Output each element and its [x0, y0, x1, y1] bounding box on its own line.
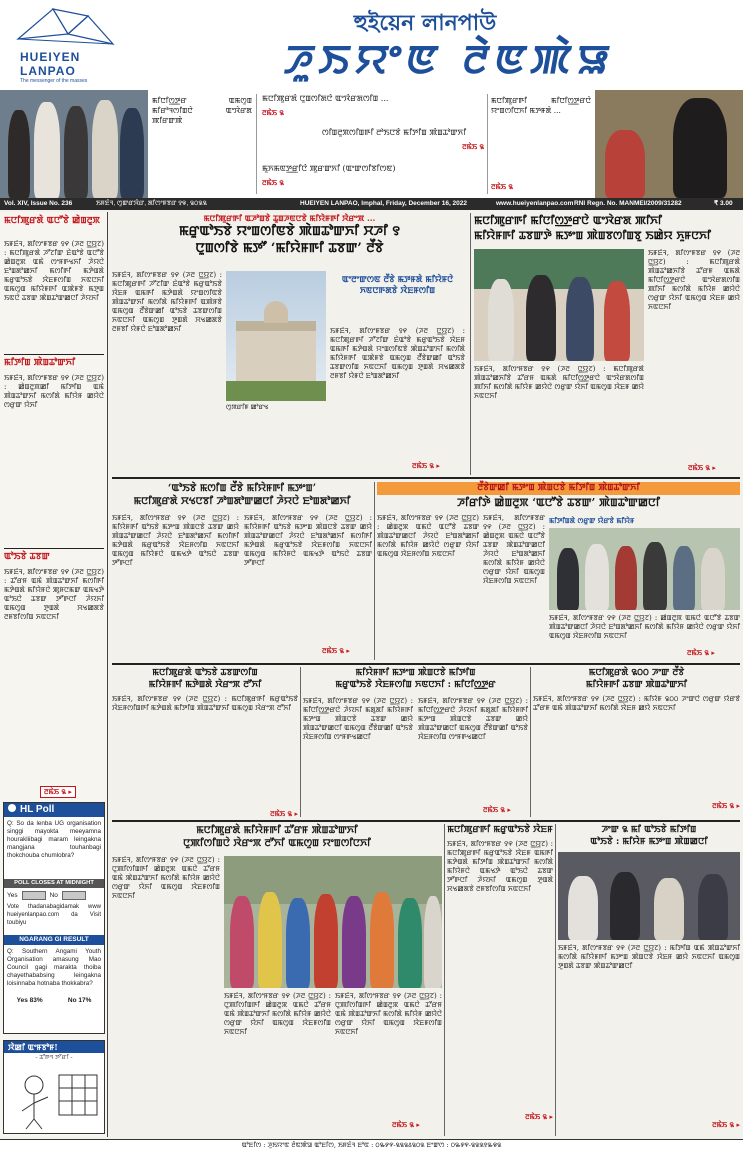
- row3-b-headline-2[interactable]: ꯃꯔꯨꯑꯣꯏꯕꯥ ꯋꯥꯐꯝꯁꯤꯡ ꯈꯟꯅꯈꯤ : ꯃꯤꯅꯤꯁ꯭ꯇꯔ: [335, 680, 496, 690]
- row4-c-photo[interactable]: [558, 852, 740, 940]
- row4-a-body-col1: ꯏꯝꯐꯥꯜ, ꯗꯤꯁꯦꯝꯕꯔ ꯱꯵ (ꯍꯂ ꯅ꯭ꯌꯨꯖ) : ꯅꯨꯄꯤꯁꯤꯡꯒꯤ ꯀꯥꯡꯂꯨꯞ ꯑꯃꯅꯥ ꯊꯧꯔꯝ ꯑꯃꯥ ꯄꯥꯡꯊꯣꯛꯈꯤ ꯃꯁꯤꯗꯥ ꯃꯤꯌꯥꯝ ꯀꯌꯥꯅꯥ ꯁꯔꯨꯛ ꯌꯥꯈꯤ ꯑꯃꯁꯨꯡ ꯋꯥꯐꯝꯁꯤꯡ ꯈꯟꯅꯈꯤ: [112, 856, 220, 900]
- photo-person: [526, 275, 556, 361]
- cartoon-box: [3, 1040, 105, 1134]
- photo-person: [557, 548, 579, 610]
- poll-title-text: HL Poll: [20, 804, 55, 815]
- row3-a-link[interactable]: ꯂꯃꯥꯏ ꯲ ▸: [270, 809, 298, 818]
- mid-right-headline[interactable]: ꯍꯤꯔꯤꯇꯥ ꯀꯥꯡꯂꯨꯞ ‘ꯑꯅꯧꯕꯥ ꯊꯕꯛ’ ꯄꯥꯡꯊꯣꯛꯀꯅꯤ: [457, 496, 660, 509]
- left-story-2-body: ꯏꯝꯐꯥꯜ, ꯗꯤꯁꯦꯝꯕꯔ ꯱꯵ (ꯍꯂ ꯅ꯭ꯌꯨꯖ) : ꯀꯥꯡꯂꯨꯞꯀꯤ ꯃꯤꯇꯤꯡ ꯑꯃꯥ ꯄꯥꯡꯊꯣꯛꯈꯤ ꯃꯁꯤꯗꯥ ꯃꯤꯌꯥꯝ ꯀꯌꯥꯅꯥ ꯁꯔꯨꯛ ꯌꯥꯈꯤ: [4, 374, 104, 409]
- divider: [300, 667, 301, 817]
- mid-right-photo-caption: ꯃꯤꯇꯤꯡꯗꯥ ꯁꯔꯨꯛ ꯌꯥꯔꯕꯥ ꯃꯤꯌꯥꯝ: [549, 516, 635, 525]
- story-mid-right: [377, 482, 740, 660]
- cartoon-caption: - ꯊꯧꯒꯜ ꯇꯧꯔꯤ -: [35, 1054, 73, 1061]
- logo-tagline: The messenger of the masses: [20, 78, 88, 84]
- poll-title: [4, 803, 104, 817]
- teaser-1-link[interactable]: ꯂꯃꯥꯏ ꯲: [262, 108, 284, 117]
- row4-a-link[interactable]: ꯂꯃꯥꯏ ꯲ ▸: [392, 1120, 420, 1129]
- photo-person: [698, 874, 728, 940]
- left-story-1-title[interactable]: ꯃꯅꯤꯄꯨꯔꯗꯥ ꯑꯅꯧꯕꯥ ꯀꯥꯡꯂꯨꯞ: [4, 216, 100, 226]
- poll-no-result: No 17%: [67, 997, 92, 1004]
- mid-right-kicker: ꯂꯩꯕꯥꯛꯀꯤ ꯃꯇꯦꯡ ꯄꯥꯡꯅꯕꯥ ꯃꯤꯇꯤꯡ ꯄꯥꯡꯊꯣꯛꯈꯤ: [377, 482, 740, 495]
- photo-person: [673, 546, 695, 610]
- row3-b-link[interactable]: ꯂꯃꯥꯏ ꯲ ▸: [483, 805, 511, 814]
- row3-a-body: ꯏꯝꯐꯥꯜ, ꯗꯤꯁꯦꯝꯕꯔ ꯱꯵ (ꯍꯂ ꯅ꯭ꯌꯨꯖ) : ꯃꯅꯤꯄꯨꯔꯒꯤ ꯃꯔꯨꯑꯣꯏꯕꯥ ꯋꯥꯐꯝꯁꯤꯡꯒꯤ ꯃꯇꯥꯡꯗꯥ ꯃꯤꯇꯤꯡ ꯄꯥꯡꯊꯣꯛꯈꯤ ꯑꯃꯁꯨꯡ ꯋꯥꯔꯦꯞ ꯂꯧꯈꯤ: [112, 695, 298, 712]
- row3-c-headline-1[interactable]: ꯃꯅꯤꯄꯨꯔꯗꯥ ꯲꯰꯰ ꯍꯦꯛ ꯂꯩꯕꯥ: [588, 668, 685, 678]
- photo-person: [34, 102, 60, 198]
- photo-person: [258, 892, 282, 988]
- poll-yes-button[interactable]: [22, 891, 46, 900]
- photo-person: [230, 896, 254, 988]
- lead1-body-2: ꯏꯝꯐꯥꯜ, ꯗꯤꯁꯦꯝꯕꯔ ꯱꯵ (ꯍꯂ ꯅ꯭ꯌꯨꯖ) : ꯃꯅꯤꯄꯨꯔꯒꯤ ꯍꯧꯖꯤꯛ ꯐꯥꯑꯣꯕꯥ ꯃꯔꯨꯑꯣꯏꯕꯥ ꯋꯥꯐꯝ ꯑꯃꯒꯤ ꯃꯇꯥꯡꯗꯥ ꯌꯦꯡꯁꯤꯟꯕꯥ ꯄꯥꯡꯊꯣꯛꯈꯤ ꯃꯁꯤꯗꯥ ꯃꯤꯌꯥꯝꯒꯤ ꯑꯄꯥꯝꯕꯥ ꯑꯃꯁꯨꯡ ꯂꯩꯕꯥꯛꯀꯤ ꯑꯣꯏꯕꯥ ꯊꯕꯛꯁꯤꯡ ꯈꯟꯅꯈꯤ ꯑꯃꯁꯨꯡ ꯇꯨꯡꯗꯥ ꯆꯠꯀꯗꯕꯥ ꯂꯝꯕꯤ ꯌꯥꯝꯅꯥ ꯐꯣꯡꯗꯣꯀꯈꯤ: [330, 327, 465, 380]
- left-story-3-title[interactable]: ꯑꯣꯏꯕꯥ ꯊꯕꯛ: [4, 552, 50, 562]
- logo-text-bottom: LANPAO: [20, 64, 76, 78]
- divider: [555, 824, 556, 1136]
- hl-poll: [3, 802, 105, 1034]
- row3-story-b: [303, 667, 528, 817]
- mid-right-photo[interactable]: [549, 528, 740, 610]
- row3-c-body: ꯏꯝꯐꯥꯜ, ꯗꯤꯁꯦꯝꯕꯔ ꯱꯵ (ꯍꯂ ꯅ꯭ꯌꯨꯖ) : ꯃꯤꯌꯥꯝ ꯲꯰꯰ ꯍꯦꯛꯅꯥ ꯁꯔꯨꯛ ꯌꯥꯔꯕꯥ ꯊꯧꯔꯝ ꯑꯃꯥ ꯄꯥꯡꯊꯣꯛꯈꯤ ꯃꯁꯤꯗꯥ ꯋꯥꯐꯝ ꯀꯌꯥ ꯈꯟꯅꯈꯤ: [533, 695, 740, 712]
- row4-c-headline-2[interactable]: ꯑꯣꯏꯕꯥ : ꯃꯤꯌꯥꯝ ꯃꯇꯦꯡ ꯄꯥꯡꯀꯅꯤ: [590, 837, 708, 847]
- row3-story-c: [533, 667, 740, 817]
- footer-bar: [0, 1139, 743, 1150]
- cartoon-title: ꯋꯥꯀꯤ ꯑꯦꯝꯕꯣꯝ!: [4, 1041, 104, 1053]
- teaser-2-link[interactable]: ꯂꯃꯥꯏ ꯲: [462, 142, 484, 151]
- poll-vote-info[interactable]: Vote thadanabagidamak www hueiyenlanpao.com da Visit toubiyu: [7, 904, 101, 926]
- supreme-court-building-icon: [236, 321, 316, 381]
- website-link[interactable]: www.hueiyenlanpao.com: [496, 200, 574, 207]
- mid-left-body-col2: ꯏꯝꯐꯥꯜ, ꯗꯤꯁꯦꯝꯕꯔ ꯱꯵ (ꯍꯂ ꯅ꯭ꯌꯨꯖ) : ꯃꯤꯌꯥꯝꯒꯤ ꯑꯣꯏꯕꯥ ꯃꯇꯦꯡ ꯄꯥꯡꯅꯕꯥ ꯊꯕꯛ ꯀꯌꯥ ꯄꯥꯡꯊꯣꯛꯀꯅꯤ ꯍꯥꯌꯅꯥ ꯐꯣꯡꯗꯣꯀꯈꯤ ꯃꯁꯤꯒꯤ ꯃꯇꯥꯡꯗꯥ ꯃꯔꯨꯑꯣꯏꯕꯥ ꯋꯥꯐꯝꯁꯤꯡ ꯈꯟꯅꯈꯤ ꯑꯃꯁꯨꯡ ꯃꯤꯌꯥꯝꯅꯥ ꯑꯃꯠꯇꯥ ꯑꯣꯏꯅꯥ ꯊꯕꯛ ꯇꯧꯒꯅꯤ: [244, 514, 372, 567]
- lead2-photo[interactable]: [474, 249, 644, 361]
- teaser-3-link[interactable]: ꯂꯃꯥꯏ ꯲: [262, 178, 284, 187]
- divider: [112, 820, 740, 822]
- row4-b-headline[interactable]: ꯃꯅꯤꯄꯨꯔꯒꯤ ꯃꯔꯨꯑꯣꯏꯕꯥ ꯋꯥꯐꯝ: [447, 825, 553, 835]
- dateline-bar: [0, 198, 743, 210]
- poll-result-question: Q: Southern Angami Youth Organisation amasung Mao Council gagi marakta thoiba chayethababsing leingakna loisinnaba hotnaba thokkabra?: [7, 948, 101, 987]
- top-left-photo[interactable]: [0, 90, 148, 198]
- photo-person: [643, 542, 667, 610]
- top-right-caption: ꯃꯅꯤꯄꯨꯔꯒꯤ ꯃꯤꯅꯤꯁ꯭ꯇꯔꯅꯥ ꯌꯦꯡꯁꯤꯅꯈꯤ ꯃꯇꯝꯗꯥ ...: [491, 96, 591, 115]
- lead1-highlight: [330, 275, 465, 323]
- teaser-3-text: ꯃꯨꯈꯃꯟꯇ꯭ꯔꯤꯅꯥ ꯄꯨꯔꯛꯈꯤ (ꯑꯦꯛꯁꯤꯕꯤꯁꯟ): [262, 164, 396, 173]
- row4-a-headline-1[interactable]: ꯃꯅꯤꯄꯨꯔꯗꯥ ꯃꯤꯌꯥꯝꯒꯤ ꯊꯧꯔꯝ ꯄꯥꯡꯊꯣꯛꯈꯤ: [196, 825, 358, 836]
- teaser-1-text: ꯃꯅꯤꯄꯨꯔꯗꯥ ꯅꯨꯡꯁꯤꯗꯅꯥ ꯑꯦꯋꯥꯔꯗꯁꯤꯡ ...: [262, 94, 389, 103]
- lead-story-1: [112, 213, 467, 473]
- lead1-kicker: ꯃꯅꯤꯄꯨꯔꯒꯤ ꯑꯍꯣꯡꯕꯥ ꯊꯨꯡꯍꯟꯅꯕꯥ ꯃꯤꯌꯥꯝꯒꯤ ꯋꯥꯔꯦꯞ ...: [203, 213, 376, 223]
- left-story-2-title[interactable]: ꯃꯤꯇꯤꯡ ꯄꯥꯡꯊꯣꯛꯈꯤ: [4, 358, 76, 368]
- photo-person: [342, 896, 366, 988]
- mid-right-body-col3: ꯏꯝꯐꯥꯜ, ꯗꯤꯁꯦꯝꯕꯔ ꯱꯵ (ꯍꯂ ꯅ꯭ꯌꯨꯖ) : ꯀꯥꯡꯂꯨꯞ ꯑꯃꯅꯥ ꯑꯅꯧꯕꯥ ꯊꯕꯛ ꯄꯥꯡꯊꯣꯛꯀꯅꯤ ꯍꯥꯌꯅꯥ ꯐꯣꯡꯗꯣꯀꯈꯤ ꯃꯁꯤꯗꯥ ꯃꯤꯌꯥꯝ ꯀꯌꯥꯅꯥ ꯁꯔꯨꯛ ꯌꯥꯈꯤ ꯑꯃꯁꯨꯡ ꯋꯥꯐꯝꯁꯤꯡ ꯈꯟꯅꯈꯤ: [549, 614, 740, 640]
- photo-person: [314, 894, 338, 988]
- poll-result-title: NGARANG GI RESULT: [4, 935, 104, 945]
- row3-a-headline-2[interactable]: ꯃꯤꯌꯥꯝꯒꯤ ꯃꯇꯥꯡꯗꯥ ꯋꯥꯔꯦꯞ ꯂꯧꯈꯤ: [148, 680, 262, 690]
- lead1-body: ꯏꯝꯐꯥꯜ, ꯗꯤꯁꯦꯝꯕꯔ ꯱꯵ (ꯍꯂ ꯅ꯭ꯌꯨꯖ) : ꯃꯅꯤꯄꯨꯔꯒꯤ ꯍꯧꯖꯤꯛ ꯐꯥꯑꯣꯕꯥ ꯃꯔꯨꯑꯣꯏꯕꯥ ꯋꯥꯐꯝ ꯑꯃꯒꯤ ꯃꯇꯥꯡꯗꯥ ꯌꯦꯡꯁꯤꯟꯕꯥ ꯄꯥꯡꯊꯣꯛꯈꯤ ꯃꯁꯤꯗꯥ ꯃꯤꯌꯥꯝꯒꯤ ꯑꯄꯥꯝꯕꯥ ꯑꯃꯁꯨꯡ ꯂꯩꯕꯥꯛꯀꯤ ꯑꯣꯏꯕꯥ ꯊꯕꯛꯁꯤꯡ ꯈꯟꯅꯈꯤ ꯑꯃꯁꯨꯡ ꯇꯨꯡꯗꯥ ꯆꯠꯀꯗꯕꯥ ꯂꯝꯕꯤ ꯌꯥꯝꯅꯥ ꯐꯣꯡꯗꯣꯀꯈꯤ: [112, 271, 222, 333]
- divider: [374, 482, 375, 660]
- row3-c-headline-2[interactable]: ꯃꯤꯌꯥꯝꯒꯤ ꯊꯕꯛ ꯄꯥꯡꯊꯣꯛꯈꯤ: [585, 680, 688, 690]
- left-column: [0, 212, 108, 1137]
- top-right-link[interactable]: ꯂꯃꯥꯏ ꯲: [491, 182, 513, 191]
- row3-a-headline-1[interactable]: ꯃꯅꯤꯄꯨꯔꯗꯥ ꯑꯣꯏꯕꯥ ꯊꯕꯛꯁꯤꯡ: [152, 668, 258, 678]
- photo-backdrop: [224, 856, 442, 904]
- lead1-link[interactable]: ꯂꯃꯥꯏ ꯲ ▸: [412, 461, 440, 470]
- photo-person: [370, 892, 394, 988]
- title-bengali: হুইয়েন লানপাউ: [353, 11, 497, 36]
- divider: [4, 354, 104, 355]
- lead2-link[interactable]: ꯂꯃꯥꯏ ꯲ ▸: [688, 463, 716, 472]
- row3-b-body-col2: ꯏꯝꯐꯥꯜ, ꯗꯤꯁꯦꯝꯕꯔ ꯱꯵ (ꯍꯂ ꯅ꯭ꯌꯨꯖ) : ꯃꯤꯅꯤꯁ꯭ꯇꯔꯅꯥ ꯍꯥꯌꯈꯤ ꯃꯗꯨꯗꯤ ꯃꯤꯌꯥꯝꯒꯤ ꯃꯇꯦꯡ ꯄꯥꯡꯅꯕꯥ ꯊꯕꯛ ꯀꯌꯥ ꯄꯥꯡꯊꯣꯛꯀꯅꯤ ꯑꯃꯁꯨꯡ ꯂꯩꯕꯥꯛꯀꯤ ꯑꯣꯏꯕꯥ ꯋꯥꯐꯝꯁꯤꯡ ꯁꯦꯝꯒꯠꯀꯅꯤ: [418, 697, 528, 741]
- photo-person: [8, 110, 30, 198]
- left-story-1-body: ꯏꯝꯐꯥꯜ, ꯗꯤꯁꯦꯝꯕꯔ ꯱꯵ (ꯍꯂ ꯅ꯭ꯌꯨꯖ) : ꯃꯅꯤꯄꯨꯔꯗꯥ ꯍꯧꯖꯤꯛ ꯐꯥꯑꯣꯕꯥ ꯑꯅꯧꯕꯥ ꯀꯥꯡꯂꯨꯞ ꯑꯃꯥ ꯁꯦꯝꯒꯠꯈꯤ ꯍꯥꯌꯅꯥ ꯐꯣꯡꯗꯣꯀꯈꯤ ꯃꯁꯤꯒꯤ ꯃꯇꯥꯡꯗꯥ ꯃꯔꯨꯑꯣꯏꯕꯥ ꯋꯥꯐꯝꯁꯤꯡ ꯈꯟꯅꯈꯤ ꯑꯃꯁꯨꯡ ꯃꯤꯌꯥꯝꯒꯤ ꯑꯄꯥꯝꯕꯥ ꯃꯇꯨꯡ ꯏꯟꯅꯥ ꯊꯕꯛ ꯄꯥꯡꯊꯣꯛꯀꯅꯤ ꯍꯥꯌꯈꯤ: [4, 240, 104, 302]
- row4-a-photo[interactable]: [224, 856, 442, 988]
- photo-person: [610, 872, 640, 940]
- row3-c-link[interactable]: ꯂꯃꯥꯏ ꯲ ▸: [712, 801, 740, 810]
- photo-person: [654, 878, 684, 940]
- poll-question: Q: So da lenba UG organisation singgi mayokta meeyamna hourakliibagi maram leingakna mangjana touhanbagi thokchouba chumlobra?: [7, 820, 101, 859]
- lead1-highlight-text: ꯑꯦꯂꯦꯛꯁꯟ ꯂꯩꯕꯥ ꯃꯇꯝꯗꯥ ꯃꯤꯌꯥꯝꯅꯥ ꯈꯟꯅꯒꯗꯕꯥ ꯋꯥꯐꯝꯁꯤꯡ: [341, 275, 454, 296]
- cartoon-drawing-icon: [4, 1061, 104, 1131]
- row4-a-body-col2: ꯏꯝꯐꯥꯜ, ꯗꯤꯁꯦꯝꯕꯔ ꯱꯵ (ꯍꯂ ꯅ꯭ꯌꯨꯖ) : ꯅꯨꯄꯤꯁꯤꯡꯒꯤ ꯀꯥꯡꯂꯨꯞ ꯑꯃꯅꯥ ꯊꯧꯔꯝ ꯑꯃꯥ ꯄꯥꯡꯊꯣꯛꯈꯤ ꯃꯁꯤꯗꯥ ꯃꯤꯌꯥꯝ ꯀꯌꯥꯅꯥ ꯁꯔꯨꯛ ꯌꯥꯈꯤ ꯑꯃꯁꯨꯡ ꯋꯥꯐꯝꯁꯤꯡ ꯈꯟꯅꯈꯤ: [224, 992, 331, 1036]
- lead1-headline-2[interactable]: ꯅꯨꯡꯁꯤꯕꯥ ꯃꯇꯧ ‘ꯃꯤꯌꯥꯝꯒꯤ ꯊꯕꯛ’ ꯂꯩꯕꯥ: [195, 241, 384, 256]
- row3-story-a: [112, 667, 298, 817]
- lead2-body-side: ꯏꯝꯐꯥꯜ, ꯗꯤꯁꯦꯝꯕꯔ ꯱꯵ (ꯍꯂ ꯅ꯭ꯌꯨꯖ) : ꯃꯅꯤꯄꯨꯔꯗꯥ ꯄꯥꯡꯊꯣꯀꯈꯤꯕꯥ ꯊꯧꯔꯝ ꯑꯃꯗꯥ ꯃꯤꯅꯤꯁ꯭ꯇꯔꯅꯥ ꯑꯦꯋꯥꯔꯗꯁꯤꯡ ꯄꯤꯈꯤ ꯃꯁꯤꯗꯥ ꯃꯤꯌꯥꯝ ꯀꯌꯥꯅꯥ ꯁꯔꯨꯛ ꯌꯥꯈꯤ ꯑꯃꯁꯨꯡ ꯋꯥꯐꯝ ꯀꯌꯥ ꯈꯟꯅꯈꯤ: [648, 249, 740, 311]
- volume-issue: Vol. XIV, Issue No. 236: [4, 200, 73, 207]
- row4-a-headline-2[interactable]: ꯅꯨꯄꯤꯁꯤꯡꯅꯥ ꯋꯥꯔꯦꯞ ꯂꯧꯈꯤ ꯑꯃꯁꯨꯡ ꯌꯦꯡꯁꯤꯅꯈꯤ: [183, 838, 371, 849]
- poll-yes-result: Yes 83%: [16, 997, 43, 1004]
- story-mid-left: [112, 482, 372, 660]
- row4-story-a: [112, 824, 442, 1136]
- photo-person: [605, 130, 645, 198]
- teaser-2[interactable]: [322, 128, 484, 160]
- top-left-caption: ꯃꯤꯅꯤꯁ꯭ꯇꯔ ꯑꯃꯁꯨꯡ ꯃꯤꯔꯣꯜꯁꯤꯡꯅꯥ ꯑꯦꯋꯥꯔꯗ ꯄꯤꯔꯛꯄꯥ: [152, 96, 252, 125]
- court-lawn: [226, 381, 326, 401]
- row4-a-body-col3: ꯏꯝꯐꯥꯜ, ꯗꯤꯁꯦꯝꯕꯔ ꯱꯵ (ꯍꯂ ꯅ꯭ꯌꯨꯖ) : ꯅꯨꯄꯤꯁꯤꯡꯒꯤ ꯀꯥꯡꯂꯨꯞ ꯑꯃꯅꯥ ꯊꯧꯔꯝ ꯑꯃꯥ ꯄꯥꯡꯊꯣꯛꯈꯤ ꯃꯁꯤꯗꯥ ꯃꯤꯌꯥꯝ ꯀꯌꯥꯅꯥ ꯁꯔꯨꯛ ꯌꯥꯈꯤ ꯑꯃꯁꯨꯡ ꯋꯥꯐꯝꯁꯤꯡ ꯈꯟꯅꯈꯤ: [335, 992, 442, 1036]
- mid-left-headline-2[interactable]: ꯃꯅꯤꯄꯨꯔꯗꯥ ꯆꯠꯅꯕꯤ ꯍꯣꯡꯗꯣꯛꯀꯅꯤ ꯍꯥꯌꯅꯥ ꯐꯣꯡꯗꯣꯀꯈꯤ: [133, 496, 351, 507]
- photo-person: [701, 548, 725, 610]
- left-story-3-body: ꯏꯝꯐꯥꯜ, ꯗꯤꯁꯦꯝꯕꯔ ꯱꯵ (ꯍꯂ ꯅ꯭ꯌꯨꯖ) : ꯊꯧꯔꯝ ꯑꯃꯥ ꯄꯥꯡꯊꯣꯛꯈꯤ ꯃꯁꯤꯒꯤ ꯃꯇꯥꯡꯗꯥ ꯃꯤꯌꯥꯝꯅꯥ ꯄꯨꯝꯅꯃꯛ ꯑꯃꯠꯇꯥ ꯑꯣꯏꯅꯥ ꯊꯕꯛ ꯇꯧꯒꯅꯤ ꯍꯥꯌꯈꯤ ꯑꯃꯁꯨꯡ ꯇꯨꯡꯗꯥ ꯆꯠꯀꯗꯕꯥ ꯂꯝꯕꯤꯁꯤꯡ ꯈꯟꯅꯈꯤ: [4, 568, 104, 621]
- row4-story-c: [558, 824, 740, 1136]
- divider: [4, 548, 104, 549]
- divider: [470, 213, 471, 475]
- title-meitei: ꯍꯨꯏꯌꯦꯟ ꯂꯥꯟꯄꯥꯎ: [281, 37, 619, 83]
- row3-b-body-col1: ꯏꯝꯐꯥꯜ, ꯗꯤꯁꯦꯝꯕꯔ ꯱꯵ (ꯍꯂ ꯅ꯭ꯌꯨꯖ) : ꯃꯤꯅꯤꯁ꯭ꯇꯔꯅꯥ ꯍꯥꯌꯈꯤ ꯃꯗꯨꯗꯤ ꯃꯤꯌꯥꯝꯒꯤ ꯃꯇꯦꯡ ꯄꯥꯡꯅꯕꯥ ꯊꯕꯛ ꯀꯌꯥ ꯄꯥꯡꯊꯣꯛꯀꯅꯤ ꯑꯃꯁꯨꯡ ꯂꯩꯕꯥꯛꯀꯤ ꯑꯣꯏꯕꯥ ꯋꯥꯐꯝꯁꯤꯡ ꯁꯦꯝꯒꯠꯀꯅꯤ: [303, 697, 413, 741]
- masthead: [0, 0, 743, 90]
- mid-right-body-col2: ꯏꯝꯐꯥꯜ, ꯗꯤꯁꯦꯝꯕꯔ ꯱꯵ (ꯍꯂ ꯅ꯭ꯌꯨꯖ) : ꯀꯥꯡꯂꯨꯞ ꯑꯃꯅꯥ ꯑꯅꯧꯕꯥ ꯊꯕꯛ ꯄꯥꯡꯊꯣꯛꯀꯅꯤ ꯍꯥꯌꯅꯥ ꯐꯣꯡꯗꯣꯀꯈꯤ ꯃꯁꯤꯗꯥ ꯃꯤꯌꯥꯝ ꯀꯌꯥꯅꯥ ꯁꯔꯨꯛ ꯌꯥꯈꯤ ꯑꯃꯁꯨꯡ ꯋꯥꯐꯝꯁꯤꯡ ꯈꯟꯅꯈꯤ: [483, 514, 545, 585]
- divider: [444, 824, 445, 1136]
- paper-date: HUEIYEN LANPAO, Imphal, Friday, December 16, 2022: [300, 200, 468, 207]
- photo-person: [64, 106, 88, 198]
- row3-b-headline-1[interactable]: ꯃꯤꯌꯥꯝꯒꯤ ꯃꯇꯦꯡ ꯄꯥꯡꯅꯕꯥ ꯃꯤꯇꯤꯡ: [355, 668, 476, 678]
- row4-c-headline-1[interactable]: ꯍꯦꯛ ꯲ ꯃꯤ ꯑꯣꯏꯕꯥ ꯃꯤꯇꯤꯡ: [601, 825, 697, 835]
- lead1-photo[interactable]: [226, 271, 326, 401]
- teaser-1[interactable]: [262, 94, 484, 126]
- lead2-headline-2[interactable]: ꯃꯤꯌꯥꯝꯒꯤ ꯊꯕꯛꯇꯥ ꯃꯇꯦꯡ ꯄꯥꯡꯕꯁꯤꯡꯕꯨ ꯏꯀꯥꯌ ꯈꯨꯝꯅꯈꯤ: [474, 229, 711, 242]
- divider: [487, 94, 488, 194]
- photo-person: [568, 876, 598, 940]
- photo-person: [424, 896, 442, 988]
- lead2-headline-1[interactable]: ꯃꯅꯤꯄꯨꯔꯒꯤ ꯃꯤꯅꯤꯁ꯭ꯇꯔꯅꯥ ꯑꯦꯋꯥꯔꯗ ꯄꯤꯈꯤ: [474, 214, 662, 227]
- poll-yes-label: Yes: [7, 892, 18, 899]
- poll-options: [4, 888, 104, 903]
- local-date: ꯏꯝꯐꯥꯜ, ꯁꯨꯛꯔꯋꯥꯔ, ꯗꯤꯁꯦꯝꯕꯔ ꯱꯶, ꯲꯰꯲꯲: [96, 200, 207, 207]
- row4-b-link[interactable]: ꯂꯃꯥꯏ ꯲ ▸: [525, 1112, 553, 1121]
- top-right-photo[interactable]: [595, 90, 743, 198]
- teaser-3[interactable]: [262, 164, 484, 194]
- divider: [256, 94, 257, 194]
- divider: [112, 663, 740, 665]
- origami-bird-icon: [8, 4, 123, 54]
- price: ₹ 3.00: [714, 200, 733, 207]
- poll-result-values: [4, 997, 104, 1004]
- lead1-photo-caption: ꯁꯨꯞꯔꯤꯝ ꯀꯣꯔꯠ: [226, 403, 269, 411]
- mid-right-body-col1: ꯏꯝꯐꯥꯜ, ꯗꯤꯁꯦꯝꯕꯔ ꯱꯵ (ꯍꯂ ꯅ꯭ꯌꯨꯖ) : ꯀꯥꯡꯂꯨꯞ ꯑꯃꯅꯥ ꯑꯅꯧꯕꯥ ꯊꯕꯛ ꯄꯥꯡꯊꯣꯛꯀꯅꯤ ꯍꯥꯌꯅꯥ ꯐꯣꯡꯗꯣꯀꯈꯤ ꯃꯁꯤꯗꯥ ꯃꯤꯌꯥꯝ ꯀꯌꯥꯅꯥ ꯁꯔꯨꯛ ꯌꯥꯈꯤ ꯑꯃꯁꯨꯡ ꯋꯥꯐꯝꯁꯤꯡ ꯈꯟꯅꯈꯤ: [377, 514, 479, 558]
- lead1-headline-1[interactable]: ꯃꯔꯨꯑꯣꯏꯕꯥ ꯌꯦꯡꯁꯤꯟꯕꯥ ꯄꯥꯡꯊꯣꯛꯈꯤ ꯆꯍꯤ ꯱: [179, 224, 400, 239]
- divider: [530, 667, 531, 817]
- regn-number: RNI Regn. No. MANMEI/2009/31282: [574, 200, 682, 207]
- mid-right-link[interactable]: ꯂꯃꯥꯏ ꯲ ▸: [687, 648, 715, 657]
- photo-person: [585, 544, 609, 610]
- logo-text-top: HUEIYEN: [20, 50, 81, 64]
- left-story-3-link[interactable]: ꯂꯃꯥꯏ ꯲ ▸: [40, 786, 76, 798]
- poll-no-button[interactable]: [62, 891, 86, 900]
- teaser-2-text: ꯁꯤꯡꯂꯨꯞꯁꯤꯡꯒꯤ ꯂꯣꯏꯅꯕꯥ ꯃꯤꯇꯤꯡ ꯄꯥꯡꯊꯣꯛꯈꯤ: [322, 128, 467, 137]
- mid-left-headline-1[interactable]: ‘ꯑꯣꯏꯕꯥ ꯃꯁꯤꯡ ꯂꯩꯕꯥ ꯃꯤꯌꯥꯝꯒꯤ ꯃꯇꯦꯡ’: [167, 483, 317, 494]
- photo-person: [615, 546, 637, 610]
- mid-left-link[interactable]: ꯂꯃꯥꯏ ꯲ ▸: [322, 646, 350, 655]
- row4-c-link[interactable]: ꯂꯃꯥꯏ ꯲ ▸: [712, 1120, 740, 1129]
- photo-person: [566, 277, 594, 361]
- photo-person: [92, 100, 118, 198]
- row4-b-body: ꯏꯝꯐꯥꯜ, ꯗꯤꯁꯦꯝꯕꯔ ꯱꯵ (ꯍꯂ ꯅ꯭ꯌꯨꯖ) : ꯃꯅꯤꯄꯨꯔꯒꯤ ꯃꯔꯨꯑꯣꯏꯕꯥ ꯋꯥꯐꯝ ꯑꯃꯒꯤ ꯃꯇꯥꯡꯗꯥ ꯃꯤꯇꯤꯡ ꯄꯥꯡꯊꯣꯛꯈꯤ ꯃꯁꯤꯗꯥ ꯃꯤꯌꯥꯝꯅꯥ ꯑꯃꯠꯇꯥ ꯑꯣꯏꯅꯥ ꯊꯕꯛ ꯇꯧꯒꯅꯤ ꯍꯥꯌꯈꯤ ꯑꯃꯁꯨꯡ ꯇꯨꯡꯗꯥ ꯆꯠꯀꯗꯕꯥ ꯂꯝꯕꯤꯁꯤꯡ ꯈꯟꯅꯈꯤ: [447, 840, 553, 893]
- lead2-body: ꯏꯝꯐꯥꯜ, ꯗꯤꯁꯦꯝꯕꯔ ꯱꯵ (ꯍꯂ ꯅ꯭ꯌꯨꯖ) : ꯃꯅꯤꯄꯨꯔꯗꯥ ꯄꯥꯡꯊꯣꯀꯈꯤꯕꯥ ꯊꯧꯔꯝ ꯑꯃꯗꯥ ꯃꯤꯅꯤꯁ꯭ꯇꯔꯅꯥ ꯑꯦꯋꯥꯔꯗꯁꯤꯡ ꯄꯤꯈꯤ ꯃꯁꯤꯗꯥ ꯃꯤꯌꯥꯝ ꯀꯌꯥꯅꯥ ꯁꯔꯨꯛ ꯌꯥꯈꯤ ꯑꯃꯁꯨꯡ ꯋꯥꯐꯝ ꯀꯌꯥ ꯈꯟꯅꯈꯤ: [474, 365, 644, 400]
- photo-person: [286, 898, 310, 988]
- photo-person: [604, 281, 630, 361]
- divider: [112, 477, 740, 479]
- poll-no-label: No: [49, 892, 58, 899]
- top-middle-teasers: [262, 94, 484, 194]
- top-strip: [0, 90, 743, 198]
- row4-c-body: ꯏꯝꯐꯥꯜ, ꯗꯤꯁꯦꯝꯕꯔ ꯱꯵ (ꯍꯂ ꯅ꯭ꯌꯨꯖ) : ꯃꯤꯇꯤꯡ ꯑꯃꯥ ꯄꯥꯡꯊꯣꯛꯈꯤ ꯃꯁꯤꯗꯥ ꯃꯤꯌꯥꯝꯒꯤ ꯃꯇꯦꯡ ꯄꯥꯡꯅꯕꯥ ꯋꯥꯐꯝ ꯀꯌꯥ ꯈꯟꯅꯈꯤ ꯑꯃꯁꯨꯡ ꯇꯨꯡꯗꯥ ꯊꯕꯛ ꯄꯥꯡꯊꯣꯛꯀꯅꯤ: [558, 944, 740, 970]
- mid-left-body-col1: ꯏꯝꯐꯥꯜ, ꯗꯤꯁꯦꯝꯕꯔ ꯱꯵ (ꯍꯂ ꯅ꯭ꯌꯨꯖ) : ꯃꯤꯌꯥꯝꯒꯤ ꯑꯣꯏꯕꯥ ꯃꯇꯦꯡ ꯄꯥꯡꯅꯕꯥ ꯊꯕꯛ ꯀꯌꯥ ꯄꯥꯡꯊꯣꯛꯀꯅꯤ ꯍꯥꯌꯅꯥ ꯐꯣꯡꯗꯣꯀꯈꯤ ꯃꯁꯤꯒꯤ ꯃꯇꯥꯡꯗꯥ ꯃꯔꯨꯑꯣꯏꯕꯥ ꯋꯥꯐꯝꯁꯤꯡ ꯈꯟꯅꯈꯤ ꯑꯃꯁꯨꯡ ꯃꯤꯌꯥꯝꯅꯥ ꯑꯃꯠꯇꯥ ꯑꯣꯏꯅꯥ ꯊꯕꯛ ꯇꯧꯒꯅꯤ: [112, 514, 239, 567]
- poll-closes: POLL CLOSES AT MIDNIGHT: [4, 879, 104, 888]
- photo-person: [120, 108, 144, 198]
- footer-text: ꯑꯣꯐꯤꯁ : ꯍꯨꯏꯌꯦꯟ ꯂꯥꯟꯄꯥꯎ ꯑꯣꯐꯤꯁ, ꯏꯝꯐꯥꯜ ꯐꯣꯟ : ꯰꯳꯸꯵-꯲꯲꯲꯴꯲꯰꯲ ꯐꯦꯛꯁ : ꯰꯳꯸꯵-꯲꯲꯲꯱꯳꯶꯲: [241, 1141, 502, 1149]
- logo: [8, 4, 123, 88]
- photo-person: [398, 898, 422, 988]
- row4-story-b: [447, 824, 553, 1136]
- court-dome-icon: [264, 301, 288, 323]
- poll-icon: [8, 804, 16, 812]
- lead-story-2: [474, 213, 740, 473]
- photo-person: [673, 98, 727, 198]
- photo-person: [488, 279, 514, 361]
